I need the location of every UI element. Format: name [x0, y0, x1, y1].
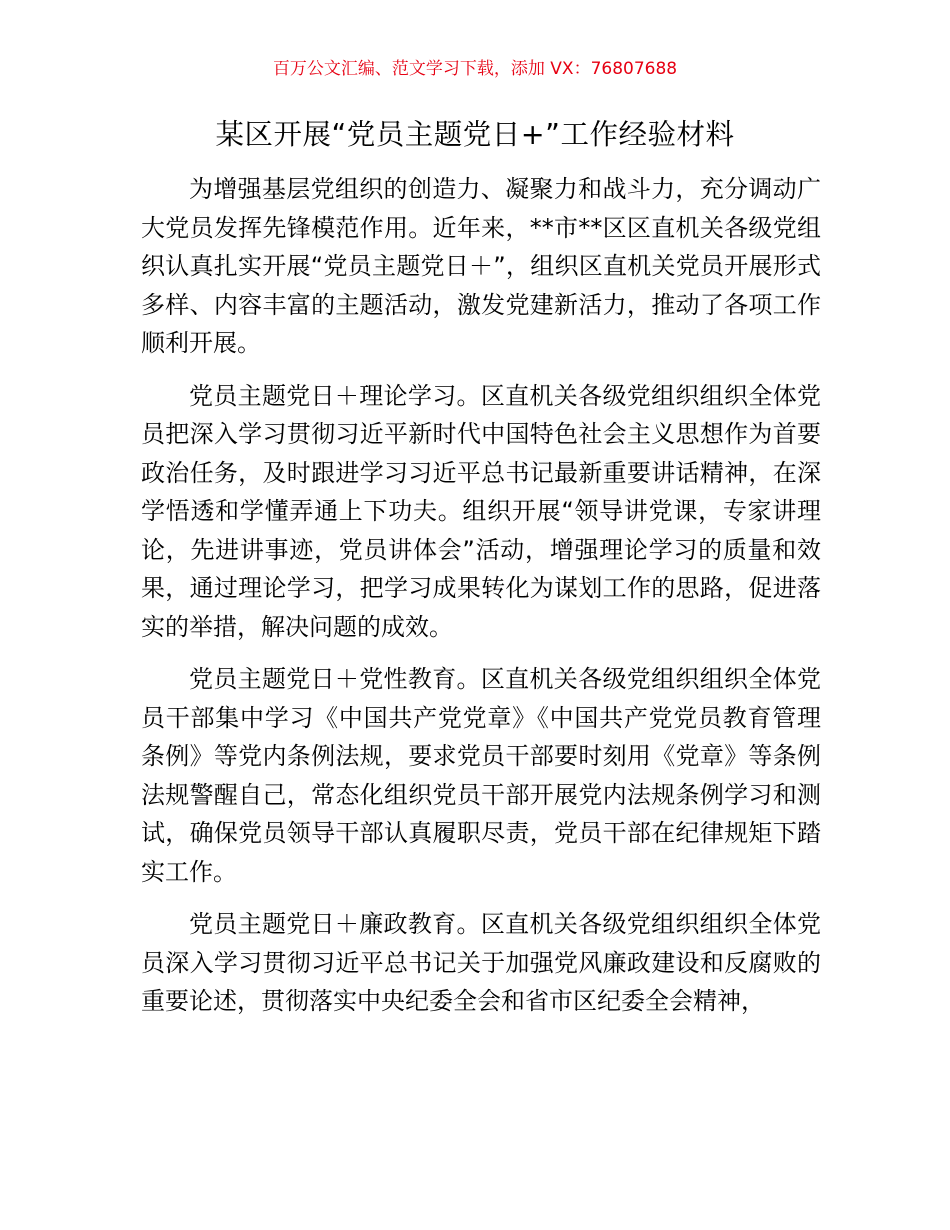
paragraph-theory-study: 党员主题党日＋理论学习。区直机关各级党组织组织全体党员把深入学习贯彻习近平新时代中国特色社会主义思想作为首要政治任务，及时跟进学习习近平总书记最新重要讲话精神，在深学悟透和学懂弄通上下功夫。组织开展“领导讲党课，专家讲理论，先进讲事迹，党员讲体会”活动，增强理论学习的质量和效果，通过理论学习，把学习成果转化为谋划工作的思路，促进落实的举措，解决问题的成效。 [141, 381, 821, 641]
promo-banner: 百万公文汇编、范文学习下载，添加 VX：76807688 [272, 59, 678, 79]
document-body [141, 170, 821, 1035]
document-title: 某区开展“党员主题党日+”工作经验材料 [215, 118, 735, 151]
paragraph-integrity: 党员主题党日＋廉政教育。区直机关各级党组织组织全体党员深入学习贯彻习近平总书记关于加强党风廉政建设和反腐败的重要论述，贯彻落实中央纪委全会和省市区纪委全会精神， [141, 910, 821, 1015]
paragraph-party-spirit: 党员主题党日＋党性教育。区直机关各级党组织组织全体党员干部集中学习《中国共产党党章》《中国共产党党员教育管理条例》等党内条例法规，要求党员干部要时刻用《党章》等条例法规警醒自己，常态化组织党员干部开展党内法规条例学习和测试，确保党员领导干部认真履职尽责，党员干部在纪律规矩下踏实工作。 [141, 665, 821, 886]
paragraph-intro: 为增强基层党组织的创造力、凝聚力和战斗力，充分调动广大党员发挥先锋模范作用。近年来，**市**区区直机关各级党组织认真扎实开展“党员主题党日＋”，组织区直机关党员开展形式多样、内容丰富的主题活动，激发党建新活力，推动了各项工作顺利开展。 [141, 175, 821, 357]
